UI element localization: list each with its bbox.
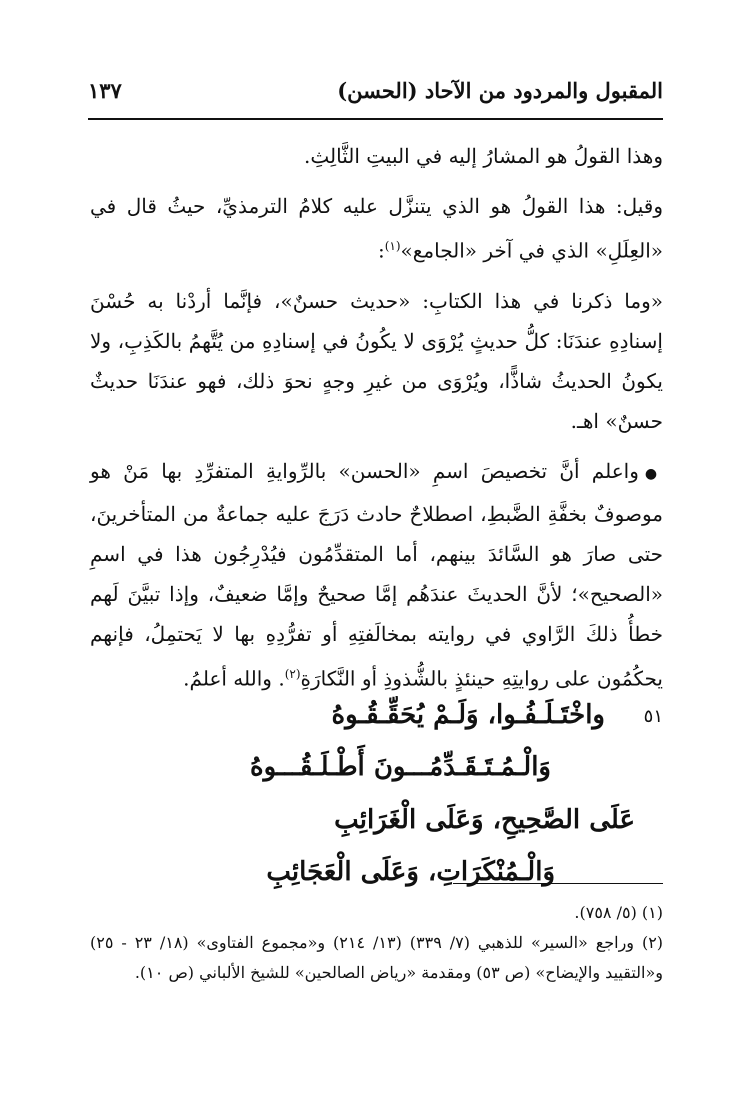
paragraph [90, 186, 663, 271]
footnote-rule [453, 883, 663, 884]
bullet-icon: ● [644, 465, 664, 482]
verse-number: ٥١ [643, 706, 663, 727]
verse-text: وَالْـمُـتَـقَـدِّمُـــونَ أَطْـلَـقُـــوهُ [249, 752, 551, 782]
paragraph-text: وهذا القولُ هو المشارُ إليه في البيتِ الثَّالِثِ. [304, 144, 663, 168]
footnotes [90, 898, 663, 988]
footnote: (٢) وراجع «السير» للذهبي (٧/ ٣٣٩) (١٣/ ٢١٤) و«مجموع الفتاوى» (١٨/ ٢٣ - ٢٥) و«التقييد والإيضاح» (ص ٥٣) ومقدمة «رياض الصالحين» للشيخ الألباني (ص ١٠). [90, 933, 664, 982]
paragraph-text: وقيل: هذا القولُ هو الذي يتنزَّل عليه كلامُ الترمذيِّ، حيثُ قال في «العِلَلِ» الذي في آخر «الجامع» [90, 194, 663, 263]
verse-text: عَلَى الصَّحِيحِ، وَعَلَى الْغَرَائِبِ [334, 805, 635, 835]
running-title: المقبول والمردود من الآحاد (الحسن) [337, 78, 663, 103]
body-text [90, 136, 663, 708]
page-number: ١٣٧ [88, 78, 122, 103]
footnote-ref: (١) [384, 239, 401, 253]
paragraph [90, 451, 663, 699]
quotation-paragraph [90, 281, 663, 441]
verse-text: وَالْـمُنْكَرَاتِ، وَعَلَى الْعَجَائِبِ [266, 857, 555, 887]
page-header [88, 72, 663, 116]
footnote-ref: (٢) [284, 666, 301, 681]
paragraph-tail: : [377, 238, 385, 263]
paragraph-tail: . والله أعلمُ. [183, 666, 285, 691]
header-rule [88, 118, 663, 120]
verse-text: واخْتَـلَـفُـوا، وَلَـمْ يُحَقِّـقُـوهُ [331, 700, 605, 730]
paragraph-text: واعلم أنَّ تخصيصَ اسمِ «الحسن» بالرِّوايةِ المتفرِّدِ بها مَنْ هو موصوفٌ بخفَّةِ الضَّبطِ، اصطلاحٌ حادث دَرَجَ عليه جماعةٌ من المتأخرينَ، حتى صارَ هو السَّائدَ بينهم، أما المتقدِّمُون فيُدْرِجُون هذا في اسمِ «الصحيح»؛ لأنَّ الحديثَ عندَهُم إمَّا صحيحٌ وإمَّا ضعيفٌ، وإذا تبيَّنَ لَهم خطأُ ذلكَ الرَّاوي في روايته بمخالَفتِهِ أو تفرُّدِهِ بها لا يَحتمِلُ، فإنهم يحكُمُون على روايتِهِ حينئذٍ بالشُّذوذِ أو النَّكارَةِ [90, 458, 663, 691]
footnote: (١) (٥/ ٧٥٨). [574, 903, 663, 922]
paragraph-text: «وما ذكرنا في هذا الكتابِ: «حديث حسنٌ»، فإنَّما أردْنا به حُسْنَ إسنادِهِ عندَنَا: كلُّ حديثٍ يُرْوَى لا يكُونُ في إسنادِهِ من يُتَّهمُ بالكَذِبِ، ولا يكونُ الحديثُ شاذًّا، ويُرْوَى من غيرِ وجهٍ نحوَ ذلك، فهو عندَنَا حديثٌ حسنٌ» اهـ. [90, 288, 663, 433]
paragraph [90, 136, 663, 176]
